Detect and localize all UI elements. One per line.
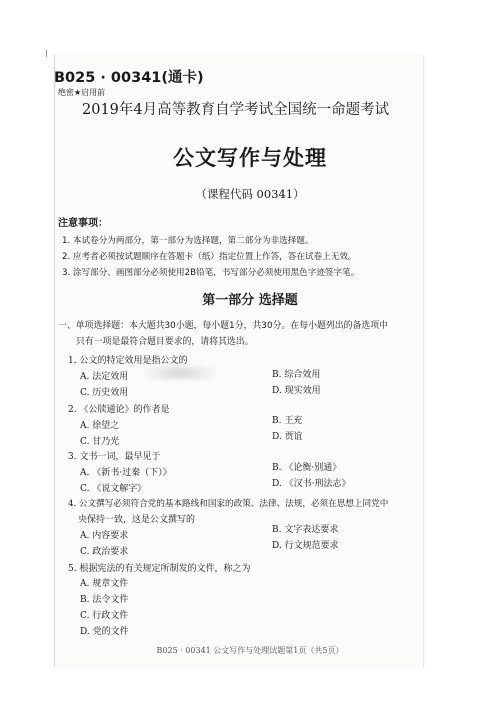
question-stem: 3. 文书一词，最早见于: [68, 452, 161, 462]
question-stem: 2. 《公牍通论》的作者是: [68, 405, 170, 415]
question-stem: 4. 公文撰写必须符合党的基本路线和国家的政策、法律、法规，必须在思想上同党中: [68, 499, 389, 509]
question-stem-cont: 央保持一致，这是公文撰写的: [78, 515, 196, 525]
section-instruction-cont: 只有一项是最符合题目要求的，请将其选出。: [76, 337, 254, 347]
option-a: A. 规章文件: [80, 579, 129, 589]
question-stem: 1. 公文的特定效用是指公文的: [68, 356, 188, 366]
option-d: D. 党的文件: [80, 627, 129, 637]
option-d: D. 现实效用: [272, 386, 321, 396]
option-b: B. 王充: [272, 416, 303, 426]
option-a: A. 徐望之: [80, 421, 120, 431]
option-c: C. 政治要求: [80, 547, 129, 557]
option-b: B. 文字表达要求: [272, 525, 339, 535]
option-c: C. 行政文件: [80, 611, 129, 621]
option-c: C. 《说文解字》: [80, 484, 147, 494]
notes-heading: 注意事项：: [58, 218, 108, 229]
exam-title: 2019年4月高等教育自学考试全国统一命题考试: [82, 102, 390, 118]
page-footer: B025 · 00341 公文写作与处理试题第1页（共5页）: [156, 646, 344, 655]
option-a: A. 《新书·过秦（下）》: [80, 468, 172, 478]
part-heading: 第一部分 选择题: [202, 293, 298, 308]
option-d: D. 《汉书·刑法志》: [272, 479, 351, 489]
note-item: 2. 应考者必须按试题顺序在答题卡（纸）指定位置上作答，答在试卷上无效。: [62, 252, 357, 262]
option-b: B. 《论衡·别通》: [272, 463, 342, 473]
option-d: D. 行文规范要求: [272, 541, 339, 551]
option-c: C. 历史效用: [80, 388, 129, 398]
option-d: D. 贾谊: [272, 432, 303, 442]
section-instruction: 一、单项选择题：本大题共30小题，每小题1分，共30分。在每小题列出的备选项中: [58, 321, 388, 331]
subject-title: 公文写作与处理: [173, 145, 327, 170]
course-code: （课程代码 00341）: [195, 187, 305, 201]
scan-corner-mark: [46, 50, 50, 57]
option-a: A. 法定效用: [80, 372, 129, 382]
option-a: A. 内容要求: [80, 531, 129, 541]
scan-smudge: [140, 367, 220, 379]
note-item: 3. 涂写部分、画图部分必须使用2B铅笔，书写部分必须使用黑色字迹签字笔。: [62, 268, 360, 278]
paper-code: B025 · 00341(通卡): [54, 70, 204, 86]
secret-label: 绝密★启用前: [58, 88, 106, 97]
question-stem: 5. 根据宪法的有关规定所制发的文件，称之为: [68, 564, 251, 574]
option-b: B. 法令文件: [80, 595, 129, 605]
option-b: B. 综合效用: [272, 370, 321, 380]
note-item: 1. 本试卷分为两部分，第一部分为选择题，第二部分为非选择题。: [62, 236, 314, 246]
option-c: C. 甘乃光: [80, 437, 120, 447]
